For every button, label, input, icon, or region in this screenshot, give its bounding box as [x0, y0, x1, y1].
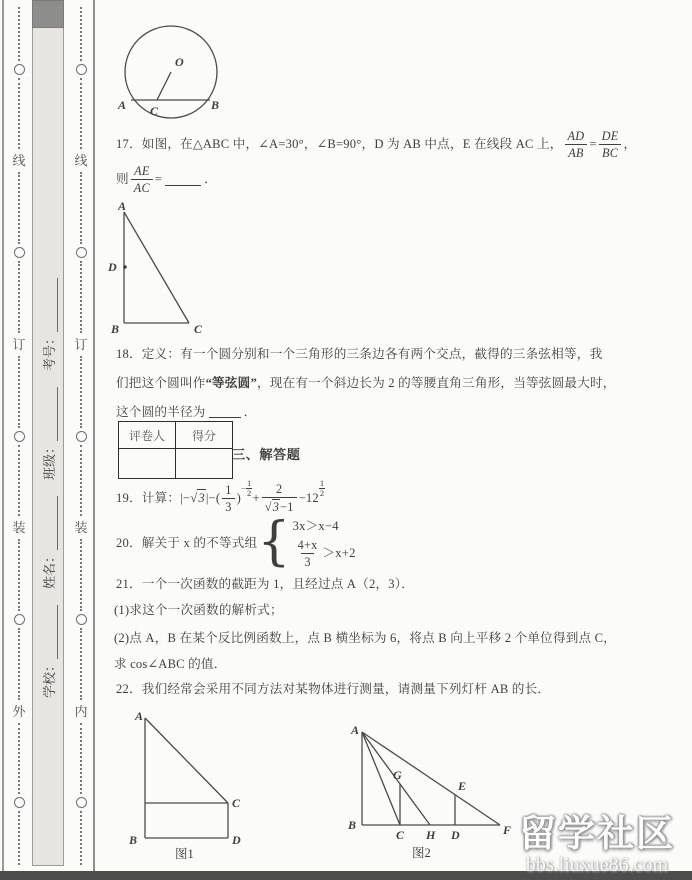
field-label: 学校： [41, 658, 57, 698]
inequality-2-rhs: ＞x+2 [322, 546, 356, 561]
problem-18-line-3 [116, 404, 256, 421]
problem-text: 18．定义：有一个圆分别和一个三角形的三条边各有两个交点，截得的三条弦相等，我 [116, 347, 603, 361]
score-header-cell: 得分 [176, 422, 233, 449]
figure-2 [338, 712, 523, 864]
problem-18-line-2 [116, 375, 616, 392]
abs-bar: |− [180, 490, 191, 505]
figure-1-caption: 图1 [175, 847, 194, 861]
problem-17-line-2 [116, 164, 217, 195]
problem-20 [116, 511, 356, 572]
point-label-C: C [232, 796, 241, 810]
dotted-segment [80, 445, 82, 517]
section-3-title: 三、解答题 [232, 447, 301, 462]
problem-text: 19．计算： [116, 490, 181, 505]
mini-fraction: 1 2 [319, 477, 325, 498]
paren: ) [236, 490, 242, 505]
problem-21-line-1 [116, 576, 414, 593]
point-label-B: B [348, 818, 357, 832]
problem-21-part-2-cont [114, 656, 227, 673]
dotted-segment [18, 539, 20, 611]
punch-hole-icon [14, 64, 25, 75]
dotted-segment [18, 628, 20, 700]
dotted-segment [18, 7, 20, 61]
binding-char: 订 [74, 336, 88, 352]
fraction-4px-3: $\frac{4+x}{3}$ [297, 538, 318, 570]
point-label-O: O [175, 55, 184, 69]
problem-text: (2)点 A，B 在某个反比例函数上，点 B 横坐标为 6，将点 B 向上平移 2 个单位得到点 C， [114, 631, 617, 645]
binding-char: 装 [12, 520, 26, 536]
dotted-segment [18, 172, 20, 244]
point-label-D: D [451, 828, 460, 842]
dotted-segment [80, 172, 82, 244]
field-blank-line [45, 605, 58, 659]
problem-text: ． [204, 172, 218, 187]
punch-hole-icon [76, 797, 87, 808]
dotted-segment [18, 78, 20, 150]
exponent-neg-half: − $\frac{1}{2}$ [241, 477, 252, 498]
outer-binding-line [11, 4, 27, 868]
punch-hole-icon [76, 431, 87, 442]
problem-18-line-1 [116, 346, 602, 363]
dotted-segment [18, 261, 20, 333]
field-label: 姓名： [41, 549, 57, 589]
circle-figure [113, 14, 241, 129]
problem-21-part-1 [114, 602, 283, 619]
inner-binding-line [73, 4, 89, 868]
figure-1 [113, 708, 253, 863]
fraction-2-over-sqrt3-minus-1: 2 √ 3 −1 [262, 482, 297, 514]
radical-sign: √ [264, 500, 272, 515]
point-label-C: C [150, 104, 159, 118]
point-label-D: D [108, 260, 117, 274]
equals-sign: = [589, 137, 597, 152]
binding-char: 线 [12, 153, 26, 169]
field-blank-line [45, 387, 58, 441]
equals-sign: = [154, 172, 163, 187]
problem-text: (1)求这个一次函数的解析式； [114, 603, 283, 617]
field-class [39, 387, 58, 480]
fraction-AD-AB: $\frac{AD}{AB}$ [565, 129, 588, 160]
problem-19-formula [116, 477, 325, 515]
problem-text: 22．我们经常会采用不同方法对某物体进行测量，请测量下列灯杆 AB 的长． [116, 682, 551, 696]
point-label-H: H [426, 828, 436, 842]
point-label-B: B [111, 322, 120, 336]
inequality-1: 3x＞x−4 [292, 519, 339, 533]
grading-table [118, 421, 233, 479]
problem-text: ． [243, 405, 257, 419]
dotted-segment [18, 811, 20, 865]
margin-divider-rule [93, 0, 95, 871]
score-blank-cell [176, 449, 233, 479]
point-label-A: A [118, 199, 127, 213]
punch-hole-icon [14, 431, 25, 442]
problem-text: 则 [116, 172, 129, 187]
field-label: 班级： [41, 440, 57, 480]
punch-hole-icon [14, 247, 25, 258]
field-blank-line [45, 496, 58, 550]
plus-sign: + [252, 490, 260, 505]
point-label-G: G [393, 768, 402, 782]
dotted-segment [80, 628, 82, 700]
dotted-segment [80, 261, 82, 333]
binding-char: 外 [12, 703, 26, 719]
dotted-segment [80, 356, 82, 428]
problem-text: 21．一个一次函数的截距为 1，且经过点 A（2，3）． [116, 577, 415, 591]
punch-hole-icon [14, 614, 25, 625]
watermark [504, 816, 690, 876]
fraction-AE-AC: $\frac{AE}{AC}$ [131, 164, 153, 195]
punch-hole-icon [76, 614, 87, 625]
binding-char: 内 [74, 703, 88, 719]
dotted-segment [18, 445, 20, 517]
watermark-url: bbs.liuxue86.com [525, 854, 669, 876]
dotted-segment [80, 723, 82, 795]
binding-char: 线 [74, 153, 88, 169]
point-label-B: B [211, 98, 220, 112]
minus-12: −12 [298, 490, 319, 505]
exponent-half [319, 479, 325, 498]
dotted-segment [80, 78, 82, 150]
point-label-B: B [129, 833, 138, 847]
punch-hole-icon [76, 247, 87, 258]
student-info-fields [33, 0, 63, 866]
point-label-A: A [351, 723, 360, 737]
binding-char: 订 [12, 336, 26, 352]
problem-text: 20．解关于 x 的不等式组 [116, 536, 258, 551]
problem-21-part-2 [114, 630, 616, 647]
dotted-segment [18, 356, 20, 428]
point-label-F: F [503, 823, 512, 837]
field-blank-line [45, 278, 58, 332]
problem-22-line-1 [116, 681, 550, 698]
problem-text: ， [623, 137, 637, 152]
watermark-title: 留学社区 [519, 814, 675, 856]
grader-header-cell: 评卷人 [119, 422, 176, 449]
binding-char: 装 [74, 520, 88, 536]
problem-text: 求 cos∠ABC 的值． [114, 657, 227, 671]
point-label-A: A [118, 98, 127, 112]
dotted-segment [80, 811, 82, 865]
page-edge-line [2, 0, 4, 871]
figure-2-caption: 图2 [412, 846, 431, 860]
point-label-E: E [458, 779, 467, 793]
problem-text: 17．如图，在△ABC 中，∠A=30°，∠B=90°，D 为 AB 中点，E 在线段 AC 上， [116, 137, 563, 152]
field-label: 考号： [41, 331, 57, 371]
grader-blank-cell [119, 449, 176, 479]
problem-17-line-1 [116, 129, 636, 160]
answer-blank-line [209, 407, 241, 419]
problem-text: ，现在有一个斜边长为 2 的等腰直角三角形，当等弦圆最大时， [256, 376, 616, 390]
answer-blank-line [165, 174, 201, 186]
point-label-D: D [232, 833, 241, 847]
term-dengxianyuan: “等弦圆” [205, 376, 257, 390]
field-school [39, 605, 58, 698]
point-label-A: A [135, 709, 144, 723]
punch-hole-icon [76, 64, 87, 75]
sqrt-3: √ 3 [190, 491, 205, 506]
field-name [39, 496, 58, 589]
grading-table-blank-row [119, 449, 233, 479]
point-label-C: C [194, 322, 203, 336]
inequality-2 [293, 538, 356, 569]
problem-text: 这个圆的半径为 [116, 405, 206, 419]
dotted-segment [80, 539, 82, 611]
problem-text: 们把这个圆叫作 [116, 376, 206, 390]
dotted-segment [80, 7, 82, 61]
point-label-C: C [396, 828, 405, 842]
triangle-figure-17 [103, 199, 215, 339]
inequality-system [293, 518, 356, 569]
fraction-DE-BC: $\frac{DE}{BC}$ [599, 129, 622, 160]
punch-hole-icon [14, 797, 25, 808]
system-brace: { [257, 511, 291, 572]
denominator: √ 3 −1 [262, 497, 297, 514]
mini-fraction: $\frac{1}{2}$ [247, 477, 252, 498]
radical-sign: √ [190, 491, 198, 506]
fraction-1-3: $\frac{1}{3}$ [222, 483, 234, 514]
grading-table-header-row [119, 422, 233, 449]
field-exam-number [39, 278, 58, 371]
abs-bar: |−( [205, 490, 221, 505]
dotted-segment [18, 723, 20, 795]
